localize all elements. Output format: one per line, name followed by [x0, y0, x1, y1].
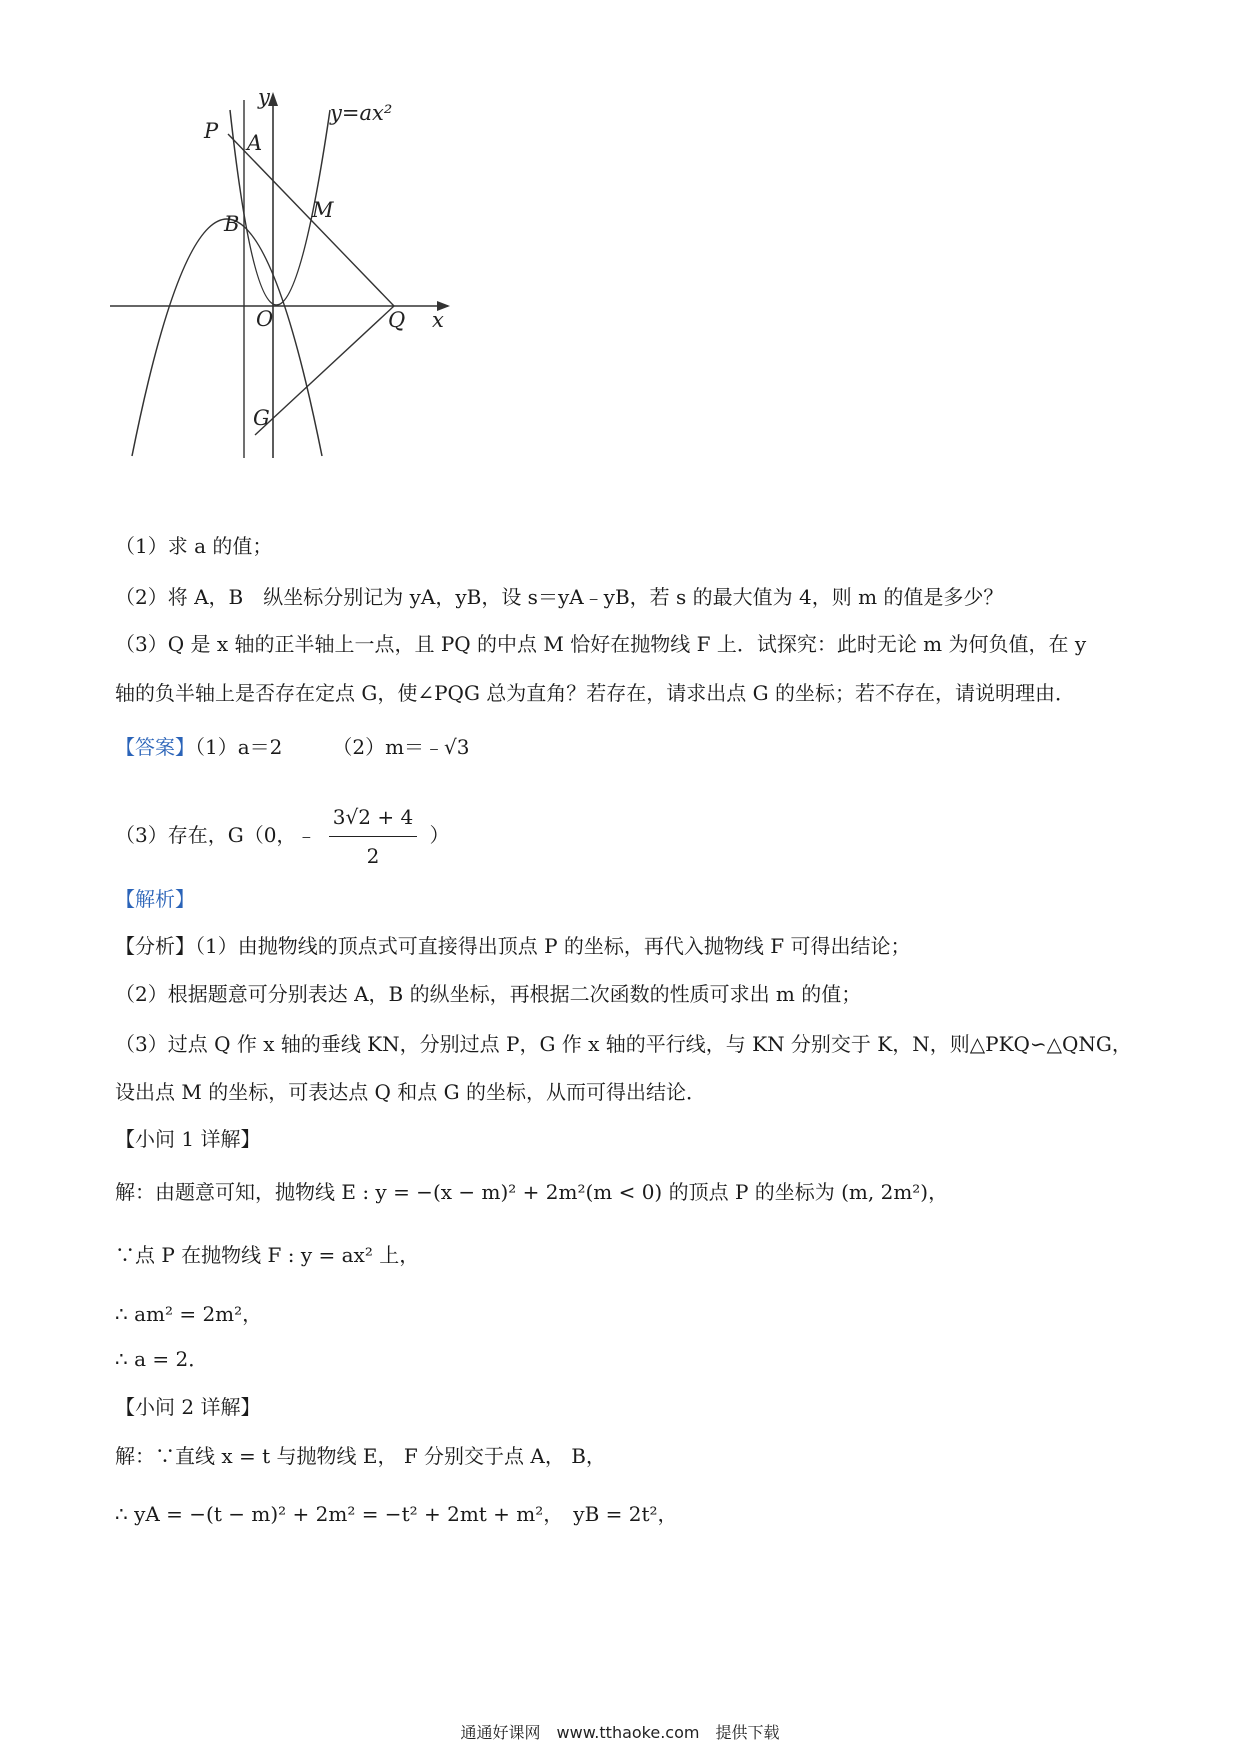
point-A-label: A: [247, 131, 263, 155]
analysis-3-line-2: 设出点 M 的坐标，可表达点 Q 和点 G 的坐标，从而可得出结论．: [115, 1080, 706, 1104]
point-P-label: P: [204, 119, 219, 143]
subquestion-2-heading: 【小问 2 详解】: [115, 1395, 261, 1419]
subquestion-1-heading: 【小问 1 详解】: [115, 1127, 261, 1151]
solution-1-line-2: ∵点 P 在抛物线 F : y = ax² 上，: [115, 1243, 420, 1267]
figure-svg: [110, 90, 510, 520]
solution-1-line-3: ∴ am² = 2m²，: [115, 1302, 263, 1326]
parabola-figure: [110, 90, 510, 520]
point-M-label: M: [312, 198, 334, 222]
curve-label: y=ax²: [330, 101, 393, 125]
question-3-line-1: （3）Q 是 x 轴的正半轴上一点，且 PQ 的中点 M 恰好在抛物线 F 上．试探究：此时无论 m 为何负值，在 y: [115, 632, 1087, 656]
answer-3-line: [115, 800, 450, 873]
segment-PQ: [228, 134, 394, 306]
question-1: （1）求 a 的值；: [115, 534, 273, 558]
answer-text: （1）a＝2 （2）m＝﹣√3: [195, 735, 470, 759]
answer-3-suffix: ）: [429, 823, 450, 847]
jiexi-tag: 【解析】: [115, 887, 195, 911]
analysis-3-line-1: （3）过点 Q 作 x 轴的垂线 KN，分别过点 P，G 作 x 轴的平行线，与 KN 分别交于 K，N，则△PKQ∽△QNG，: [115, 1032, 1132, 1056]
page-footer: 通通好课网 www.tthaoke.com 提供下载: [460, 1723, 780, 1742]
y-axis-label: y: [258, 90, 270, 109]
analysis-1: 【分析】（1）由抛物线的顶点式可直接得出顶点 P 的坐标，再代入抛物线 F 可得出结论；: [115, 934, 911, 958]
answer-3-prefix: （3）存在，G（0，﹣: [115, 823, 317, 847]
answer-3-fraction: [329, 800, 417, 873]
parabola-E: [132, 219, 322, 456]
point-Q-label: Q: [388, 308, 406, 332]
solution-1-line-1: 解：由题意可知，抛物线 E : y = −(x − m)² + 2m²(m < 0) 的顶点 P 的坐标为 (m, 2m²)，: [115, 1180, 949, 1204]
question-2: （2）将 A，B 纵坐标分别记为 yA，yB，设 s＝yA﹣yB，若 s 的最大值为 4，则 m 的值是多少？: [115, 585, 1004, 609]
origin-O-label: O: [256, 307, 274, 331]
segment-QG: [255, 306, 394, 435]
question-3-line-2: 轴的负半轴上是否存在定点 G，使∠PQG 总为直角？若存在，请求出点 G 的坐标；若不存在，请说明理由．: [115, 681, 1075, 705]
fraction-numerator: 3√2 + 4: [329, 800, 417, 837]
answer-line: [115, 733, 470, 761]
solution-2-line-1: 解：∵直线 x = t 与抛物线 E， F 分别交于点 A， B，: [115, 1444, 606, 1468]
solution-2-line-2: ∴ yA = −(t − m)² + 2m² = −t² + 2mt + m²， yB = 2t²，: [115, 1502, 678, 1526]
fraction-denominator: 2: [366, 844, 380, 868]
analysis-2: （2）根据题意可分别表达 A，B 的纵坐标，再根据二次函数的性质可求出 m 的值；: [115, 982, 862, 1006]
point-G-label: G: [253, 406, 270, 430]
answer-tag: 【答案】: [115, 735, 195, 759]
point-B-label: B: [224, 212, 240, 236]
solution-1-line-4: ∴ a = 2．: [115, 1347, 209, 1371]
x-axis-label: x: [432, 308, 444, 332]
